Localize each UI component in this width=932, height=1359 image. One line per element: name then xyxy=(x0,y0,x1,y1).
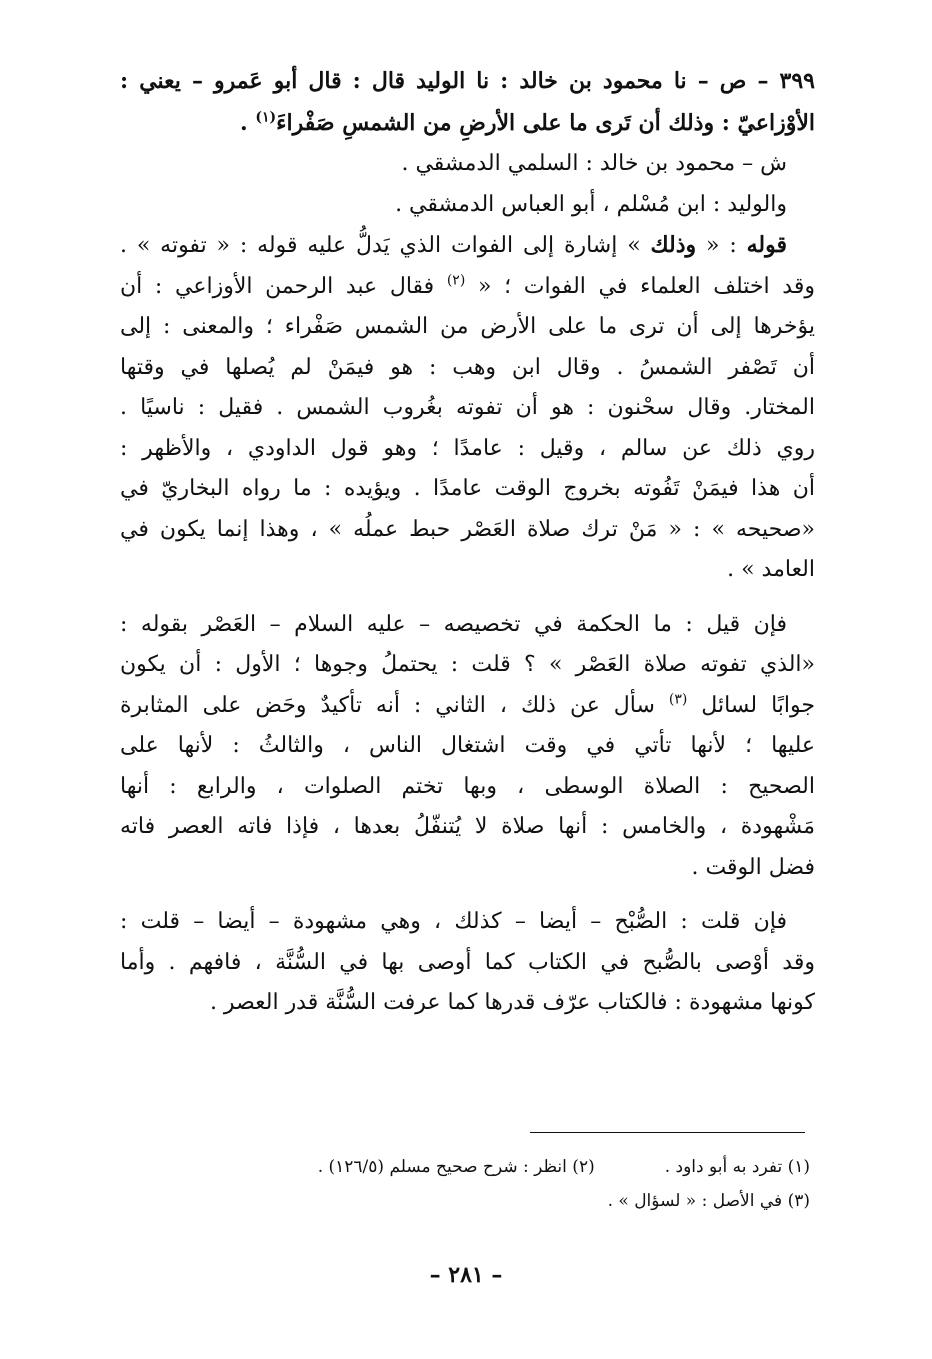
page-body xyxy=(120,60,815,1024)
footnote-divider xyxy=(530,1132,805,1133)
footnote-1: (١) تفرد به أبو داود . xyxy=(664,1157,810,1177)
text-span: وقد اختلف العلماء في الفوات ؛ « xyxy=(477,273,815,299)
hadith-line xyxy=(120,102,815,144)
paragraph xyxy=(120,902,815,1024)
text-line: الصحيح : الصلاة الوسطى ، وبها تختم الصلوات ، والرابع : أنها xyxy=(120,773,815,799)
text-line: أن تَصْفر الشمسُ . وقال ابن وهب : هو فيمَنْ لم يُصلها في وقتها xyxy=(120,354,815,380)
text-line: روي ذلك عن سالم ، وقيل : عامدًا ؛ وهو قول الداودي ، والأظهر : xyxy=(120,435,815,461)
text-span: جوابًا لسائل xyxy=(687,692,815,718)
hadith-line: ٣٩٩ – ص – نا محمود بن خالد : نا الوليد قال : قال أبو عَمرو – يعني : xyxy=(120,68,815,94)
text-line: وقد أوْصى بالصُّبح في الكتاب كما أوصى بها في السُّنَّة ، فافهم . وأما xyxy=(120,949,815,975)
text-line: يؤخرها إلى أن ترى ما على الأرض من الشمس صَفْراء ؛ والمعنى : إلى xyxy=(120,314,815,339)
text-line: فإن قيل : ما الحكمة في تخصيصه – عليه السلام – العَصْر بقوله : xyxy=(120,611,787,637)
footnote-ref[interactable]: (٢) xyxy=(446,272,466,289)
sharh-line: ش – محمود بن خالد : السلمي الدمشقي . xyxy=(401,151,787,176)
text-line: فإن قلت : الصُّبْح – أيضا – كذلك ، وهي مشهودة – أيضا – قلت : xyxy=(120,909,787,934)
text-line: أن هذا فيمَنْ تَفُوته بخروج الوقت عامدًا . ويؤيده : ما رواه البخاريّ في xyxy=(120,476,815,501)
text-span: : « xyxy=(696,233,747,258)
bold-term: قوله xyxy=(746,232,787,258)
footnote-2: (٢) انظر : شرح صحيح مسلم (١٢٦/٥) . xyxy=(317,1157,595,1177)
text-line: كونها مشهودة : فالكتاب عرّف قدرها كما عرفت السُّنَّة قدر العصر . xyxy=(209,990,815,1015)
hadith-text-span: . xyxy=(240,110,256,136)
text-line: «الذي تفوته صلاة العَصْر » ؟ قلت : يحتملُ وجوها ؛ الأول : أن يكون xyxy=(120,652,815,677)
bold-term: وذلك xyxy=(650,232,697,258)
text-line: العامد » . xyxy=(727,557,815,582)
text-span: سأل عن ذلك ، الثاني : أنه تأكيدٌ وحَض على المثابرة xyxy=(120,692,669,718)
footnote-3: (٣) في الأصل : « لسؤال » . xyxy=(607,1191,810,1211)
footnote-row xyxy=(120,1150,810,1184)
paragraph xyxy=(120,225,815,591)
hadith-text-span: الأوْزاعيّ : وذلك أن تَرى ما على الأرضِ من الشمسِ صَفْراءَ xyxy=(276,110,815,136)
text-line: فضل الوقت . xyxy=(691,854,815,880)
text-line xyxy=(120,686,815,727)
text-span: » إشارة إلى الفوات الذي يَدلُّ عليه قوله : « تفوته » . xyxy=(120,233,651,258)
footnote-ref[interactable]: (١) xyxy=(255,109,277,126)
text-line xyxy=(120,225,815,267)
hadith-text xyxy=(120,60,815,144)
paragraph xyxy=(120,605,815,889)
text-line: عليها ؛ لأنها تأتي في وقت اشتغال الناس ، والثالثُ : لأنها على xyxy=(120,733,815,758)
sharh-line: والوليد : ابن مُسْلم ، أبو العباس الدمشقي . xyxy=(395,191,787,217)
text-line: مَشْهودة ، والخامس : أنها صلاة لا يُتنفّلُ بعدها ، فإذا فاته العصر فاته xyxy=(120,814,815,839)
footnotes xyxy=(120,1150,810,1218)
footnote-ref[interactable]: (٣) xyxy=(668,691,688,708)
page-number: – ٢٨١ – xyxy=(429,1262,503,1288)
text-span: فقال عبد الرحمن الأوزاعي : أن xyxy=(120,273,447,299)
text-line xyxy=(120,267,815,308)
text-line: المختار. وقال سحْنون : هو أن تفوته بغُروب الشمس . فقيل : ناسيًا . xyxy=(120,395,815,420)
text-line: «صحيحه » : « مَنْ ترك صلاة العَصْر حبط عملُه » ، وهذا إنما يكون في xyxy=(120,516,815,542)
